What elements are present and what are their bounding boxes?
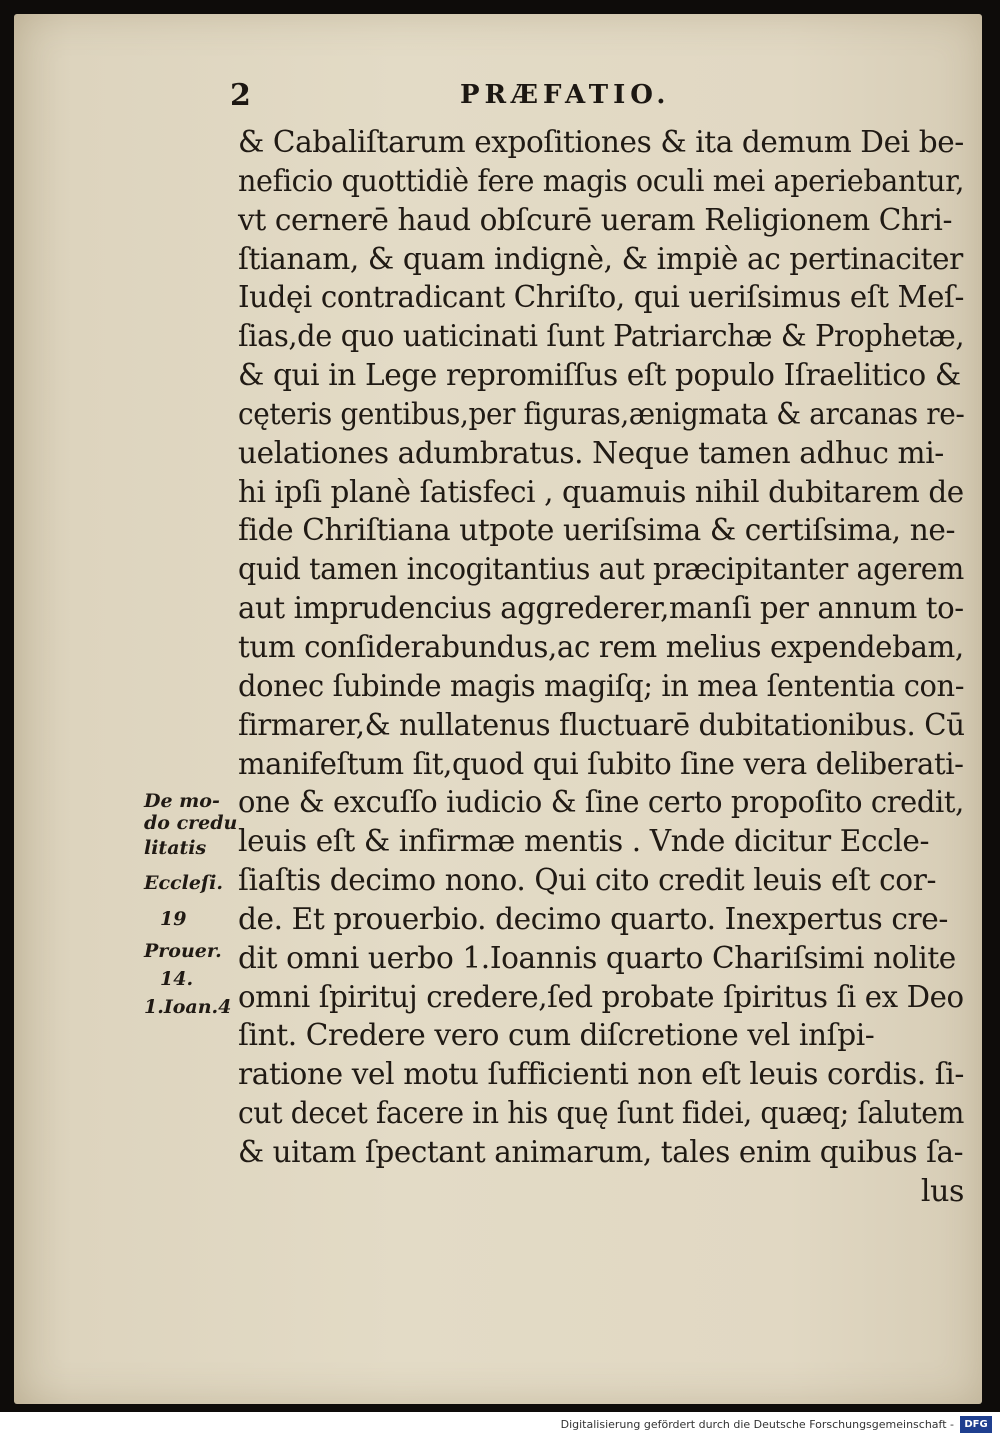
marginal-note: 19 xyxy=(160,908,187,930)
body-text xyxy=(238,124,974,1212)
page-header xyxy=(230,78,960,118)
text-line: neficio quottidiè fere magis oculi mei aperiebantur, xyxy=(238,163,965,199)
text-line: cęteris gentibus,per figuras,ænigmata & arcanas re- xyxy=(238,396,965,432)
marginal-note: Eccleſi. xyxy=(144,872,223,894)
text-line: Iudęi contradicant Chriſto, qui ueriſsimus eſt Meſ- xyxy=(238,280,965,316)
text-line: tum conſiderabundus,ac rem melius expendebam, xyxy=(238,629,964,665)
marginal-note: do credu xyxy=(144,812,238,834)
marginal-note: 14. xyxy=(160,968,194,990)
dfg-logo: DFG xyxy=(960,1416,992,1433)
text-line: quid tamen incogitantius aut præcipitanter agerem xyxy=(238,552,964,588)
text-line: aut imprudencius aggrederer,manſi per annum to- xyxy=(238,591,964,627)
text-line: dit omni uerbo 1.Ioannis quarto Chariſsimi nolite xyxy=(238,940,956,976)
marginal-note: De mo- xyxy=(144,790,220,812)
footer-bar xyxy=(0,1412,1000,1438)
text-line: uelationes adumbratus. Neque tamen adhuc mi- xyxy=(238,435,944,471)
text-line: & uitam ſpectant animarum, tales enim quibus ſa- xyxy=(238,1134,964,1170)
text-line: donec ſubinde magis magiſq; in mea ſententia con- xyxy=(238,668,965,704)
running-head: PRÆFATIO. xyxy=(460,80,671,110)
marginal-note: 1.Ioan.4 xyxy=(144,996,232,1018)
page-number: 2 xyxy=(230,78,251,113)
text-line: one & excuſſo iudicio & ſine certo propoſito credit, xyxy=(238,785,964,821)
text-line: manifeſtum ſit,quod qui ſubito ſine vera deliberati- xyxy=(238,746,964,782)
text-line: ſiaſtis decimo nono. Qui cito credit leuis eſt cor- xyxy=(238,863,937,899)
text-line: lus xyxy=(920,1173,964,1209)
text-line: omni ſpirituj credere,ſed probate ſpiritus ſi ex Deo xyxy=(238,979,964,1015)
text-line: & Cabaliſtarum expoſitiones & ita demum Dei be- xyxy=(238,125,964,160)
text-line: ſtianam, & quam indignè, & impiè ac pertinaciter xyxy=(238,241,963,277)
text-line: fide Chriſtiana utpote ueriſsima & certiſsima, ne- xyxy=(238,513,956,549)
text-line: ratione vel motu ſufficienti non eſt leuis cordis. ſi- xyxy=(238,1057,964,1093)
text-line: ſint. Credere vero cum diſcretione vel inſpi- xyxy=(238,1018,875,1054)
marginal-note: litatis xyxy=(144,837,207,859)
text-line: de. Et prouerbio. decimo quarto. Inexpertus cre- xyxy=(238,901,948,937)
marginal-note: Prouer. xyxy=(144,940,222,962)
text-line: firmarer,& nullatenus fluctuarē dubitationibus. Cū xyxy=(238,707,965,743)
text-line: cut decet facere in his quę ſunt fidei, quæq; ſalutem xyxy=(238,1096,964,1132)
text-line: vt cernerē haud obſcurē ueram Religionem Chri- xyxy=(238,202,953,238)
text-line: & qui in Lege repromiſſus eſt populo Iſraelitico & xyxy=(238,358,961,394)
footer-credit: Digitalisierung gefördert durch die Deutsche Forschungsgemeinschaft - xyxy=(560,1418,954,1431)
text-line: hi ipſi planè ſatisfeci , quamuis nihil dubitarem de xyxy=(238,474,964,510)
text-line: ſias,de quo uaticinati ſunt Patriarchæ & Prophetæ, xyxy=(238,319,965,355)
text-line: leuis eſt & infirmæ mentis . Vnde dicitur Eccle- xyxy=(238,824,930,860)
